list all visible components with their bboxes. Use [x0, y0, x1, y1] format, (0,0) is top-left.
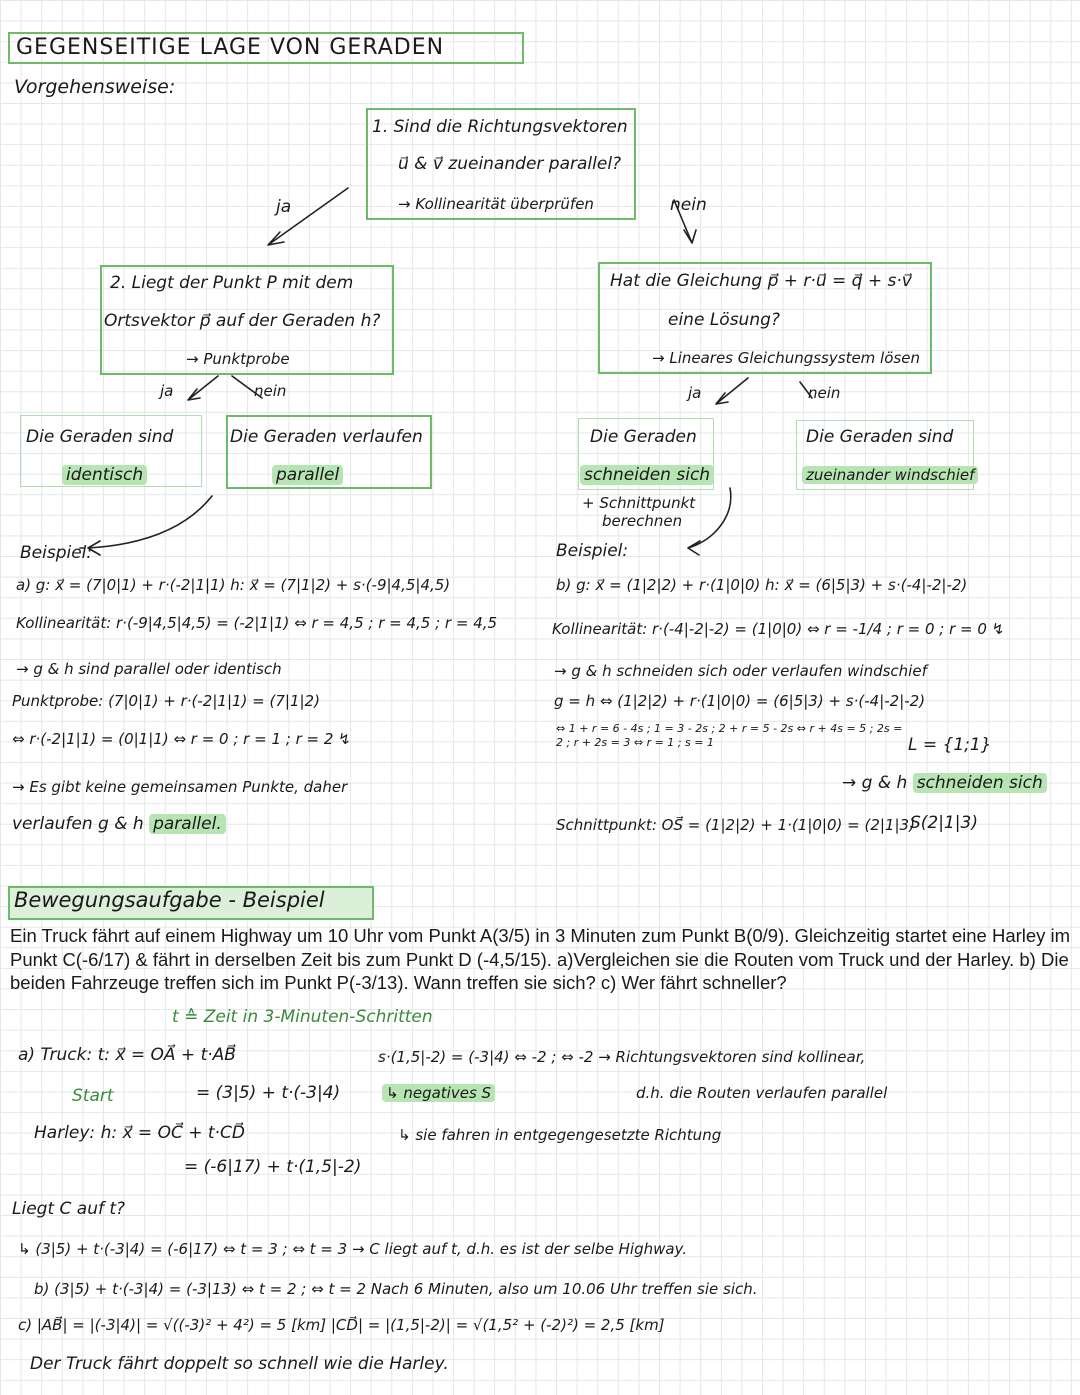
- task-sol-harley: Harley: h: x⃗ = OC⃗ + t·CD⃗: [34, 1123, 245, 1143]
- example-b-result: [842, 772, 1047, 794]
- example-b-lgs: ⇔ 1 + r = 6 - 4s ; 1 = 3 - 2s ; 2 + r = 5 - 2s ⇔ r + 4s = 5 ; 2s = 2 ; r + 2s = 3 ⇔ r = 1 ; s = 1: [556, 722, 903, 749]
- result-windschief-line1: Die Geraden sind: [806, 427, 954, 447]
- task-sol-a-truck-eq: = (3|5) + t·(-3|4): [196, 1083, 341, 1103]
- result-schneiden-highlight: schneiden sich: [580, 465, 714, 485]
- task-text: Ein Truck fährt auf einem Highway um 10 Uhr vom Punkt A(3/5) in 3 Minuten zum Punkt B(0/9). Gleichzeitig startet eine Harley im Punkt C(-6/17) & fährt in derselben Zeit bis zum Punkt D (-4,5/15). a)Vergleichen sie die Routen vom Truck und der Harley. b) Die beiden Fahrzeuge treffen sich im Punkt P(-3/13). Wann treffen sie sich? c) Wer fährt schneller?: [10, 925, 1071, 993]
- step2-line3: → Punktprobe: [186, 350, 290, 368]
- task-sol-opposite: ↳ sie fahren in entgegengesetzte Richtung: [398, 1126, 722, 1144]
- result-parallel-highlight: parallel: [272, 465, 343, 485]
- task-sol-negative-highlight: ↳ negatives S: [382, 1084, 495, 1102]
- step3-line2: eine Lösung?: [668, 310, 780, 330]
- result-windschief-line2: [802, 464, 978, 486]
- example-b-line2: Kollinearität: r·(-4|-2|-2) = (1|0|0) ⇔ r = -1/4 ; r = 0 ; r = 0 ↯: [552, 620, 1005, 638]
- result-schneiden-line2: [580, 464, 714, 486]
- label-ja-2: ja: [160, 382, 174, 400]
- example-a-line6: → Es gibt keine gemeinsamen Punkte, daher: [12, 778, 348, 796]
- task-sol-b: b) (3|5) + t·(-3|4) = (-3|13) ⇔ t = 2 ; ⇔ t = 2 Nach 6 Minuten, also um 10.06 Uhr treffen sie sich.: [34, 1280, 758, 1298]
- task-sol-a-truck: a) Truck: t: x⃗ = OA⃗ + t·AB⃗: [18, 1045, 236, 1065]
- task-heading: Bewegungsaufgabe - Beispiel: [14, 888, 325, 912]
- example-a-line5: ⇔ r·(-2|1|1) = (0|1|1) ⇔ r = 0 ; r = 1 ; r = 2 ↯: [12, 730, 351, 748]
- example-a-line1: a) g: x⃗ = (7|0|1) + r·(-2|1|1) h: x⃗ = (7|1|2) + s·(-9|4,5|4,5): [16, 576, 451, 594]
- example-b-line4: g = h ⇔ (1|2|2) + r·(1|0|0) = (6|5|3) + s·(-4|-2|-2): [554, 692, 926, 710]
- label-ja-3: ja: [688, 384, 702, 402]
- result-windschief-highlight: zueinander windschief: [802, 466, 978, 484]
- example-a-line7: [12, 813, 226, 835]
- task-sol-parallel: d.h. die Routen verlaufen parallel: [636, 1084, 888, 1102]
- step1-line1: 1. Sind die Richtungsvektoren: [372, 117, 628, 137]
- result-parallel-line2: [272, 464, 343, 486]
- step3-line3: → Lineares Gleichungssystem lösen: [652, 349, 920, 367]
- example-b-line3: → g & h schneiden sich oder verlaufen windschief: [554, 662, 927, 680]
- task-t-note: t ≙ Zeit in 3-Minuten-Schritten: [172, 1007, 433, 1027]
- task-sol-conclusion: Der Truck fährt doppelt so schnell wie die Harley.: [30, 1354, 449, 1374]
- result-identisch-highlight: identisch: [62, 465, 147, 485]
- step3-line1: Hat die Gleichung p⃗ + r·u⃗ = q⃗ + s·v⃗: [610, 271, 912, 291]
- label-nein-2: nein: [254, 382, 287, 400]
- task-sol-start: Start: [72, 1086, 114, 1106]
- arrow-to-example-a: [88, 496, 212, 555]
- arrow-ja-3: [716, 378, 748, 404]
- example-a-highlight: parallel.: [149, 814, 226, 834]
- example-a-line4: Punktprobe: (7|0|1) + r·(-2|1|1) = (7|1|2): [12, 692, 320, 710]
- task-sol-negative: [382, 1082, 495, 1104]
- result-schneiden-line1: Die Geraden: [590, 427, 697, 447]
- example-b-result-text: → g & h: [842, 773, 908, 793]
- task-sol-harley-eq: = (-6|17) + t·(1,5|-2): [184, 1157, 362, 1177]
- label-nein-1: nein: [670, 195, 707, 215]
- result-schneiden-extra2: berechnen: [602, 512, 683, 530]
- example-b-line1: b) g: x⃗ = (1|2|2) + r·(1|0|0) h: x⃗ = (6|5|3) + s·(-4|-2|-2): [556, 576, 968, 594]
- example-b-highlight: schneiden sich: [913, 773, 1047, 793]
- page-title-text: GEGENSEITIGE LAGE VON GERADEN: [16, 35, 445, 60]
- task-sol-c: c) |AB⃗| = |(-3|4)| = √((-3)² + 4²) = 5 [km] |CD⃗| = |(1,5|-2)| = √(1,5² + (-2)²) = 2,5 [km]: [18, 1316, 665, 1334]
- example-a-line7-text: verlaufen g & h: [12, 814, 144, 834]
- result-identisch-line1: Die Geraden sind: [26, 427, 174, 447]
- example-a-line3: → g & h sind parallel oder identisch: [16, 660, 282, 678]
- example-b-solution-set: L = {1;1}: [908, 735, 992, 755]
- step2-line2: Ortsvektor p⃗ auf der Geraden h?: [104, 311, 381, 331]
- label-nein-3: nein: [808, 384, 841, 402]
- example-a-head: Beispiel:: [20, 543, 93, 563]
- step1-line3: → Kollinearität überprüfen: [398, 195, 594, 213]
- example-a-line2: Kollinearität: r·(-9|4,5|4,5) = (-2|1|1) ⇔ r = 4,5 ; r = 4,5 ; r = 4,5: [16, 614, 498, 632]
- task-sol-c-check: ↳ (3|5) + t·(-3|4) = (-6|17) ⇔ t = 3 ; ⇔ t = 3 → C liegt auf t, d.h. es ist der selbe Highway.: [18, 1240, 688, 1258]
- arrow-ja-2: [188, 376, 218, 400]
- example-b-schnittpunkt: Schnittpunkt: OS⃗ = (1|2|2) + 1·(1|0|0) = (2|1|3): [556, 816, 915, 834]
- result-parallel-line1: Die Geraden verlaufen: [230, 427, 423, 447]
- result-identisch-line2: [62, 464, 147, 486]
- example-b-head: Beispiel:: [556, 541, 629, 561]
- task-sol-collinear: s·(1,5|-2) = (-3|4) ⇔ -2 ; ⇔ -2 → Richtungsvektoren sind kollinear,: [378, 1048, 866, 1066]
- subtitle: Vorgehensweise:: [14, 76, 176, 98]
- example-b-point: S(2|1|3): [910, 813, 978, 833]
- task-sol-liegt: Liegt C auf t?: [12, 1199, 126, 1219]
- result-schneiden-extra1: + Schnittpunkt: [582, 494, 696, 512]
- label-ja-1: ja: [276, 197, 292, 217]
- step2-line1: 2. Liegt der Punkt P mit dem: [110, 273, 354, 293]
- step1-line2: u⃗ & v⃗ zueinander parallel?: [398, 154, 622, 174]
